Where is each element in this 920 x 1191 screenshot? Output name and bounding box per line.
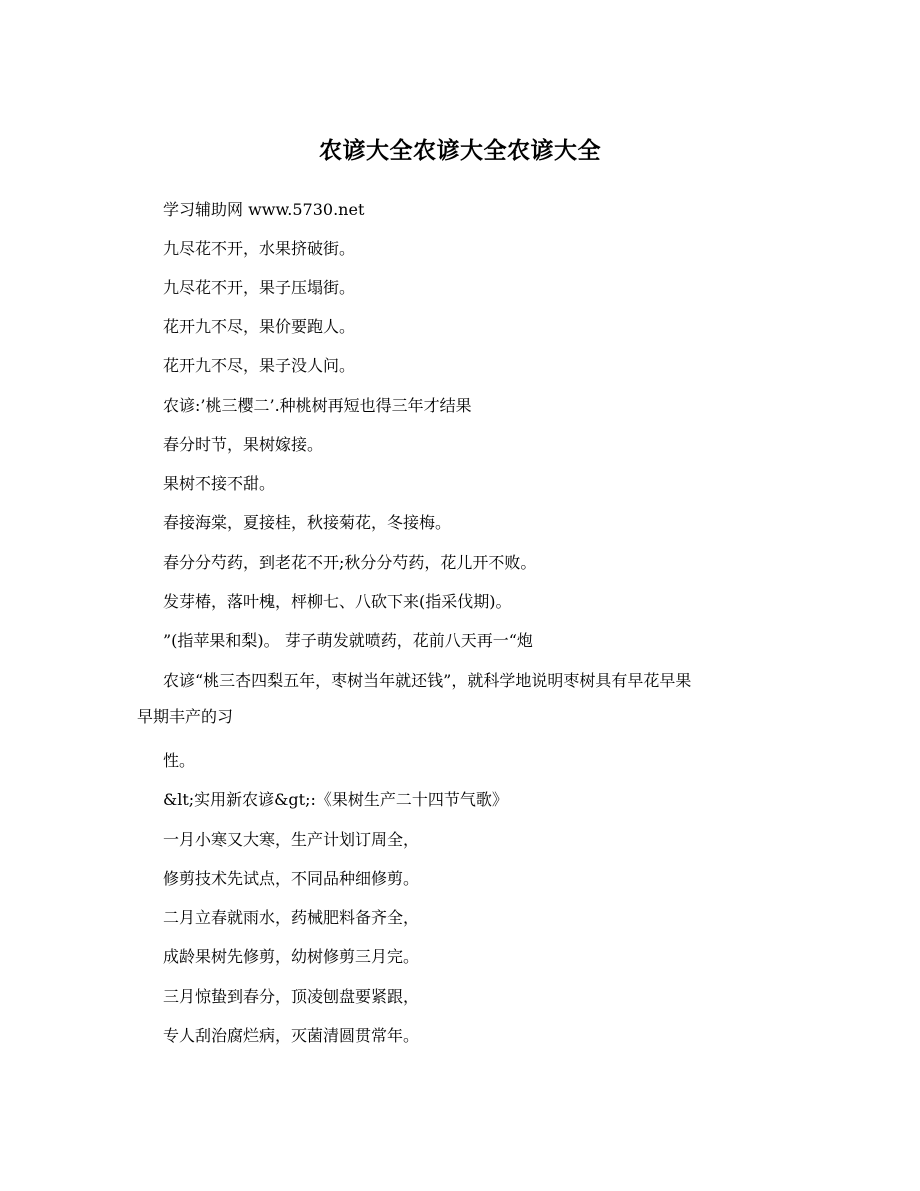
text-line: 春分分芍药，到老花不开;秋分分芍药，花儿开不败。	[163, 553, 537, 572]
text-line: 一月小寒又大寒，生产计划订周全，	[163, 830, 420, 849]
text-line: 九尽花不开，果子压塌街。	[163, 278, 356, 297]
text-line: &lt;实用新农谚&gt;:《果树生产二十四节气歌》	[163, 790, 508, 809]
text-line: 花开九不尽，果价要跑人。	[163, 317, 356, 336]
text-line: 二月立春就雨水，药械肥料备齐全，	[163, 908, 420, 927]
text-line: 果树不接不甜。	[163, 474, 276, 493]
text-line: 成龄果树先修剪，幼树修剪三月完。	[163, 947, 420, 966]
text-line: 农谚:’桃三樱二’.种桃树再短也得三年才结果	[163, 396, 472, 415]
text-line: 学习辅助网 www.5730.net	[163, 200, 365, 219]
text-line: 春接海棠，夏接桂，秋接菊花，冬接梅。	[163, 513, 452, 532]
text-line-continuation: 早期丰产的习	[137, 707, 234, 726]
text-line: 九尽花不开，水果挤破街。	[163, 239, 356, 258]
text-line: 三月惊蛰到春分，顶凌刨盘要紧跟，	[163, 987, 420, 1006]
text-line: 花开九不尽，果子没人问。	[163, 356, 356, 375]
document-title: 农谚大全农谚大全农谚大全	[319, 137, 601, 164]
text-line: 农谚“桃三杏四梨五年，枣树当年就还钱”，就科学地说明枣树具有早花早果	[163, 671, 692, 690]
text-line: ”(指苹果和梨)。 芽子萌发就喷药，花前八天再一“炮	[163, 631, 533, 650]
text-line: 发芽椿，落叶槐，枰柳七、八砍下来(指采伐期)。	[163, 592, 512, 611]
text-line: 专人刮治腐烂病，灭菌清圆贯常年。	[163, 1026, 420, 1045]
text-line: 性。	[163, 751, 196, 770]
text-line: 修剪技术先试点，不同品种细修剪。	[163, 869, 420, 888]
text-line: 春分时节，果树嫁接。	[163, 435, 324, 454]
